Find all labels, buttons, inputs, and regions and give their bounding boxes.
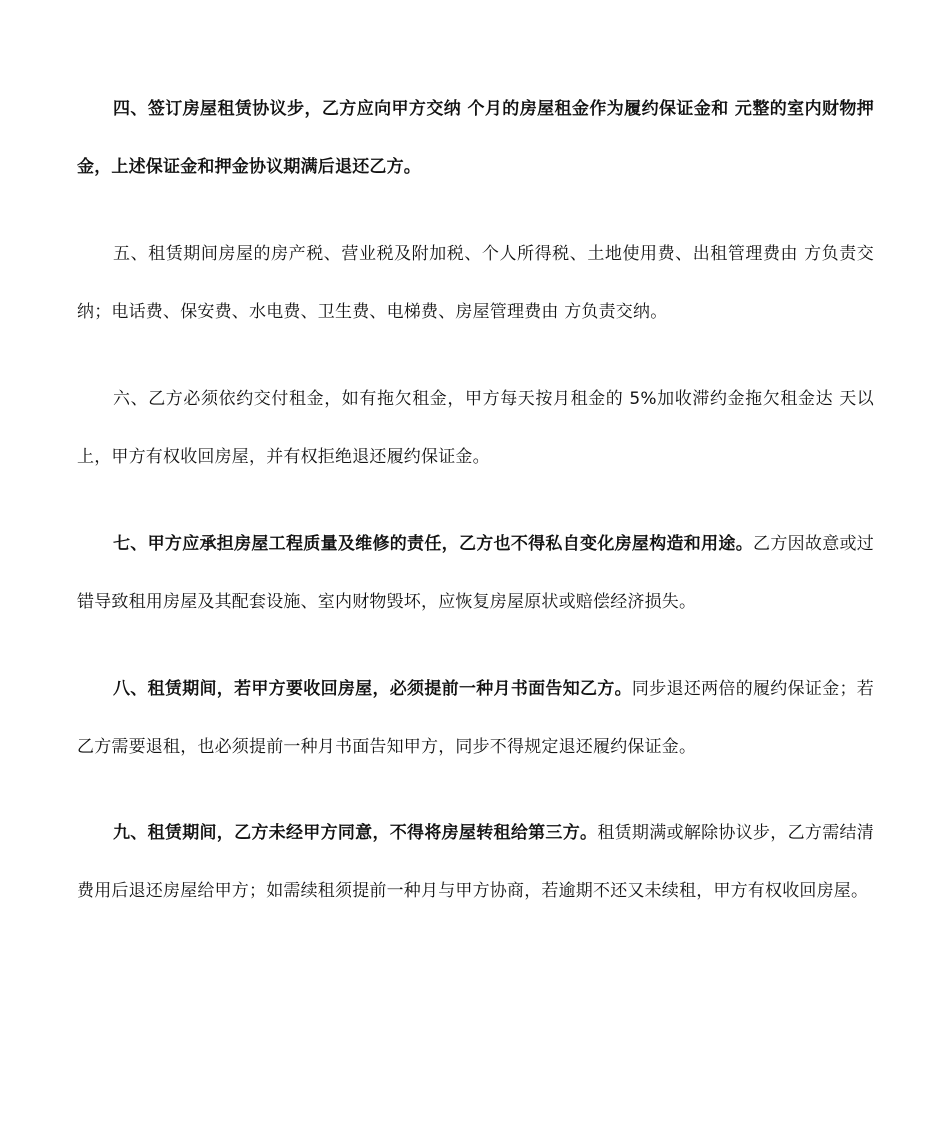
clause-4 xyxy=(77,80,874,196)
clause-9-text: 租赁期满或解除协议步，乙方需结清费用后退还房屋给甲方；如需续租须提前一种月与甲方协商，若逾期不还又未续租，甲方有权收回房屋。 xyxy=(77,823,874,901)
clause-8-text: 同步退还两倍的履约保证金；若乙方需要退租，也必须提前一种月书面告知甲方，同步不得规定退还履约保证金。 xyxy=(77,679,874,757)
clause-5 xyxy=(77,225,874,341)
clause-9-bold-text: 九、租赁期间，乙方未经甲方同意，不得将房屋转租给第三方。 xyxy=(113,823,598,843)
clause-6 xyxy=(77,370,874,486)
clause-7-bold-text: 七、甲方应承担房屋工程质量及维修的责任，乙方也不得私自变化房屋构造和用途。 xyxy=(113,534,754,554)
clause-7 xyxy=(77,515,874,631)
clause-9 xyxy=(77,804,874,920)
clause-4-bold-text: 四、签订房屋租赁协议步，乙方应向甲方交纳 个月的房屋租金作为履约保证金和 元整的室内财物押金，上述保证金和押金协议期满后退还乙方。 xyxy=(77,99,874,177)
clause-8-bold-text: 八、租赁期间，若甲方要收回房屋，必须提前一种月书面告知乙方。 xyxy=(113,679,632,699)
clause-6-text: 六、乙方必须依约交付租金，如有拖欠租金，甲方每天按月租金的 5%加收滞约金拖欠租金达 天以上，甲方有权收回房屋，并有权拒绝退还履约保证金。 xyxy=(77,389,874,467)
clause-5-text: 五、租赁期间房屋的房产税、营业税及附加税、个人所得税、土地使用费、出租管理费由 方负责交纳；电话费、保安费、水电费、卫生费、电梯费、房屋管理费由 方负责交纳。 xyxy=(77,244,874,322)
clause-8 xyxy=(77,660,874,776)
clause-7-text: 乙方因故意或过错导致租用房屋及其配套设施、室内财物毁坏，应恢复房屋原状或赔偿经济损失。 xyxy=(77,534,874,612)
